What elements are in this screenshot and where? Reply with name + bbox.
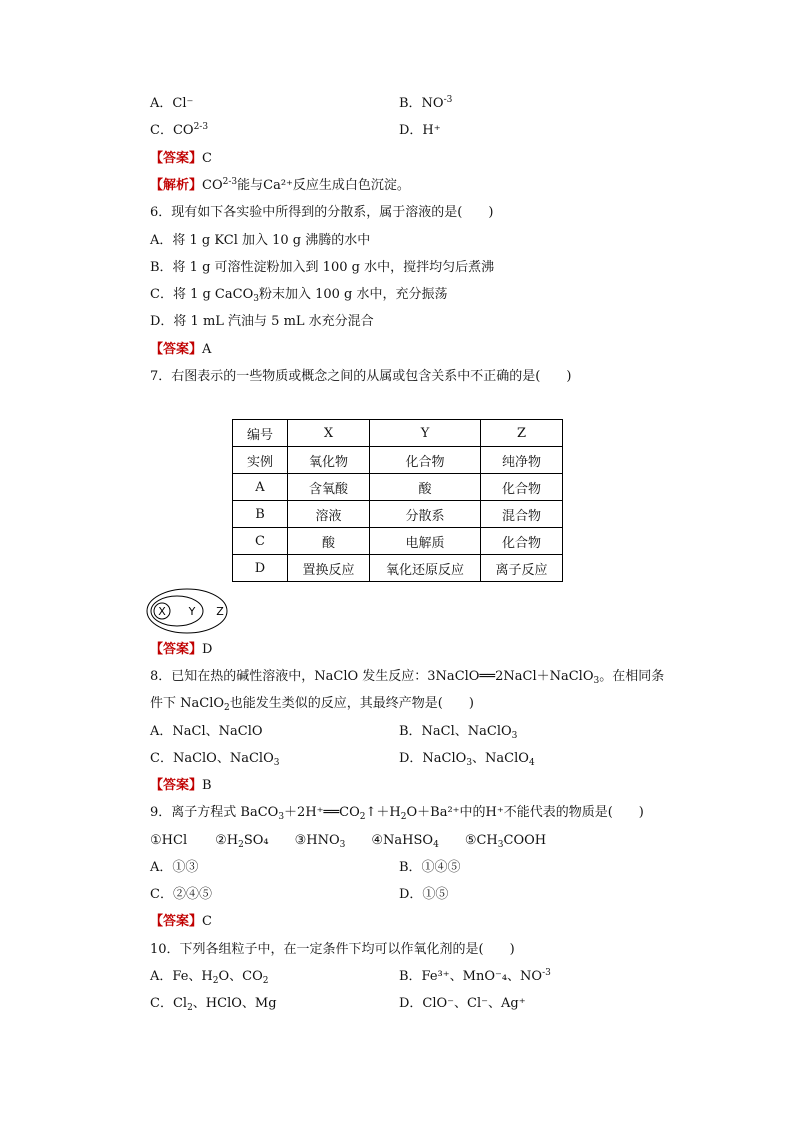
q9-items [150, 832, 546, 850]
q10-option-b: B．Fe³⁺、MnO⁻₄、$NO^{-3}$ [399, 968, 551, 984]
q9-option-d: D．①⑤ [399, 887, 449, 902]
q6-option-c: C．将 1 g CaCO$_3$粉末加入 100 g 水中，充分振荡 [150, 287, 448, 304]
table-cell: 化合物 [481, 528, 563, 555]
table-cell: 离子反应 [481, 555, 563, 582]
q9-option-c: C．②④⑤ [150, 887, 212, 902]
table-row [233, 555, 563, 582]
q9-item: ④NaHSO$_4$ [371, 833, 439, 850]
q5-answer: 【答案】C [150, 151, 212, 166]
venn-label-y: Y [188, 605, 196, 618]
table-cell: B [233, 501, 288, 528]
q8-option-d: D．NaClO$_3$、NaClO$_4$ [399, 751, 535, 768]
table-cell: 酸 [288, 528, 370, 555]
q9-item: $⑤CH_3COOH$ [464, 833, 547, 850]
q8-option-a: A．NaCl、NaClO [150, 724, 263, 739]
table-cell: 化合物 [370, 447, 481, 474]
table-header-cell: X [288, 420, 370, 447]
table-row [233, 528, 563, 555]
venn-label-x: X [158, 605, 166, 618]
q8-answer: 【答案】B [150, 778, 212, 793]
q9-option-a: A．①③ [150, 860, 199, 875]
q6-stem: 6．现有如下各实验中所得到的分散系，属于溶液的是( ) [150, 205, 494, 220]
table-cell: 电解质 [370, 528, 481, 555]
q8-option-c: C．NaClO、NaClO$_3$ [150, 751, 280, 768]
table-header-cell: 编号 [233, 420, 288, 447]
table-row [233, 501, 563, 528]
q9-answer: 【答案】C [150, 914, 212, 929]
table-cell: 氧化还原反应 [370, 555, 481, 582]
q5-analysis: 【解析】CO$^{2-3}$能与Ca²⁺反应生成白色沉淀。 [150, 177, 410, 193]
table-cell: 实例 [233, 447, 288, 474]
q7-table [232, 419, 563, 582]
q6-option-a: A．将 1 g KCl 加入 10 g 沸腾的水中 [150, 233, 371, 248]
q5-option-a: A．Cl⁻ [150, 96, 194, 111]
q10-option-a: A．Fe、$H_2O$、$CO_2$ [150, 969, 269, 986]
table-row [233, 474, 563, 501]
q6-option-b: B．将 1 g 可溶性淀粉加入到 100 g 水中，搅拌均匀后煮沸 [150, 260, 495, 275]
table-cell: A [233, 474, 288, 501]
q9-item: $②H_2SO_4$ [215, 833, 269, 850]
table-cell: 含氧酸 [288, 474, 370, 501]
q5-option-d: D．H⁺ [399, 123, 441, 138]
q10-option-c: C．$Cl_2$、HClO、Mg [150, 996, 277, 1013]
q8-stem-line1: 8．已知在热的碱性溶液中，NaClO 发生反应：3NaClO══2NaCl＋NaClO$_3$。在相同条 [150, 669, 665, 686]
q7-stem: 7．右图表示的一些物质或概念之间的从属或包含关系中不正确的是( ) [150, 369, 572, 384]
table-cell: 溶液 [288, 501, 370, 528]
q9-option-b: B．①④⑤ [399, 860, 461, 875]
table-header-cell: Z [481, 420, 563, 447]
table-cell: 氧化物 [288, 447, 370, 474]
q8-option-b: B．NaCl、NaClO$_3$ [399, 724, 518, 741]
q8-stem-line2: 件下 NaClO$_2$也能发生类似的反应，其最终产物是( ) [150, 696, 474, 713]
table-cell: 纯净物 [481, 447, 563, 474]
table-cell: 酸 [370, 474, 481, 501]
q5-option-b: B．$NO^{-3}$ [399, 95, 453, 111]
table-cell: 混合物 [481, 501, 563, 528]
table-cell: 置换反应 [288, 555, 370, 582]
q6-option-d: D．将 1 mL 汽油与 5 mL 水充分混合 [150, 314, 374, 329]
table-row [233, 447, 563, 474]
venn-diagram [145, 587, 235, 637]
table-cell: D [233, 555, 288, 582]
q6-answer: 【答案】A [150, 342, 212, 357]
q9-stem: 9．离子方程式 $BaCO_3+2H^+══CO_2↑+H_2O+Ba^{2+}$中的H⁺不能代表的物质是( ) [150, 805, 644, 822]
table-cell: 分散系 [370, 501, 481, 528]
q9-item: $③HNO_3$ [294, 833, 346, 850]
table-header-row [233, 420, 563, 447]
q5-option-c: C．CO$^{2-3}$ [150, 122, 209, 138]
table-cell: C [233, 528, 288, 555]
q10-stem: 10．下列各组粒子中，在一定条件下均可以作氧化剂的是( ) [150, 942, 515, 957]
table-cell: 化合物 [481, 474, 563, 501]
table-header-cell: Y [370, 420, 481, 447]
q9-item: ①HCl [150, 833, 188, 848]
q10-option-d: D．ClO⁻、Cl⁻、Ag⁺ [399, 996, 526, 1011]
q7-answer: 【答案】D [150, 642, 213, 657]
venn-label-z: Z [216, 605, 224, 618]
